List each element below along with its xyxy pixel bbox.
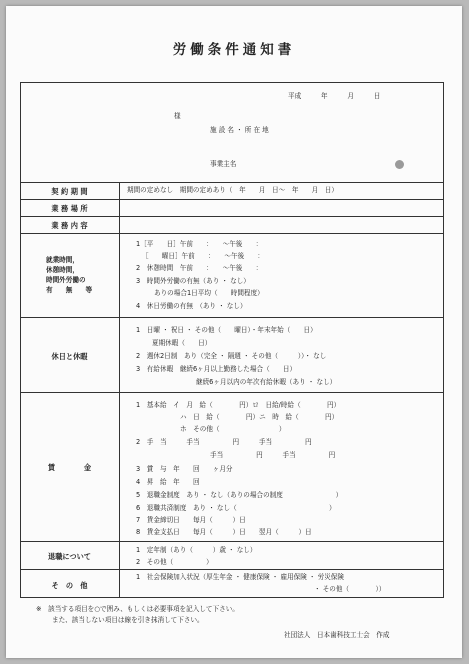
retirement-line: 2 その他（ ） [136, 558, 213, 566]
wages-line: 6 退職共済制度 あり ・ なし（ ） [136, 504, 336, 512]
other-header: そ の 他 [51, 581, 88, 590]
wages-header: 賃 金 [47, 463, 92, 472]
facility-label: 施 設 名 ・ 所 在 地 [210, 126, 269, 134]
table-border-right [443, 82, 444, 598]
hours-line: ありの場合1日平均（ 時間程度） [154, 289, 264, 297]
wages-line: 4 昇 給 年 回 [136, 478, 200, 486]
wages-line: 1 基本給 イ 月 給（ 円）ロ 日給/時給（ 円） [136, 401, 341, 409]
addressee-suffix: 様 [174, 112, 181, 120]
wages-line: 2 手 当 手当 円 手当 円 [136, 438, 312, 446]
wages-line: ホ その他（ ） [180, 425, 286, 433]
holidays-line: 3 有給休暇 継続6ヶ月以上勤務した場合（ 日） [136, 365, 297, 373]
retirement-header: 退職について [48, 552, 91, 561]
hours-line: ［ 曜日］午前 ： 〜午後 ： [142, 252, 264, 260]
row-divider [20, 541, 444, 542]
row-divider [20, 317, 444, 318]
footer-note: ※ 該当する項目を○で囲み、もしくは必要事項を記入して下さい。 [36, 605, 239, 613]
wages-line: ハ 日 給（ 円）ニ 時 給（ 円） [180, 413, 339, 421]
form-title: 労働条件通知書 [172, 42, 296, 58]
other-line: 1 社会保険加入状況（厚生年金 ・ 健康保険 ・ 雇用保険 ・ 労災保険 [136, 573, 344, 581]
row-divider [20, 569, 444, 570]
holidays-header: 休日と休暇 [51, 352, 88, 361]
other-line: ・ その他（ ）） [314, 585, 386, 593]
hours-header-line: 時間外労働の [46, 276, 86, 284]
document-page [6, 6, 462, 658]
hours-line: 3 時間外労働の有無（あり ・ なし） [136, 277, 250, 285]
seal-mark [395, 160, 404, 169]
wages-line: 5 退職金制度 あり ・ なし（ありの場合の制度 ） [136, 491, 343, 499]
holidays-line: 2 週休2日制 あり（完全 ・ 隔週 ・ その他（ ））・ なし [136, 352, 327, 360]
hours-header-line: 就業時間， [46, 256, 79, 264]
employer-label: 事業主名 [210, 160, 237, 168]
hours-line: 4 休日労働の有無 （あり ・ なし） [136, 302, 247, 310]
holidays-line: 夏期休暇（ 日） [152, 339, 212, 347]
contract-header: 契 約 期 間 [51, 187, 88, 196]
wages-line: 7 賃金締切日 毎月（ ）日 [136, 516, 246, 524]
hours-header-line: 休憩時間， [46, 266, 79, 274]
contract-text: 期間の定めなし 期間の定めあり（ 年 月 日〜 年 月 日） [127, 186, 338, 194]
row-divider [20, 233, 444, 234]
table-border-bottom [20, 597, 444, 598]
row-divider [20, 392, 444, 393]
hours-line: 2 休憩時間 午前 ： 〜午後 ： [136, 264, 263, 272]
footer-organization: 社団法人 日本歯科技工士会 作成 [284, 631, 390, 639]
retirement-line: 1 定年制（あり（ ）歳 ・ なし） [136, 546, 257, 554]
wages-line: 8 賃金支払日 毎月（ ）日 翌月（ ）日 [136, 528, 312, 536]
workplace-header: 業 務 場 所 [51, 204, 88, 213]
column-divider [119, 182, 120, 598]
table-border-top [20, 82, 444, 83]
holidays-line: 1 日曜 ・ 祝日 ・ その他（ 曜日）・年末年始（ 日） [136, 326, 317, 334]
date-line: 平成 年 月 日 [288, 92, 381, 100]
row-divider [20, 216, 444, 217]
wages-line: 3 賞 与 年 回 ヶ月分 [136, 465, 233, 473]
footer-note: また、該当しない項目は線を引き抹消して下さい。 [52, 616, 204, 624]
holidays-line: 継続6ヶ月以内の年次有給休暇（あり ・ なし） [196, 378, 337, 386]
wages-line: 手当 円 手当 円 [210, 451, 336, 459]
row-divider [20, 199, 444, 200]
duties-header: 業 務 内 容 [51, 221, 88, 230]
row-divider [20, 182, 444, 183]
table-border-left [20, 82, 21, 598]
hours-line: 1［平 日］午前 ： 〜午後 ： [136, 240, 263, 248]
hours-header-line: 有 無 等 [46, 286, 93, 294]
